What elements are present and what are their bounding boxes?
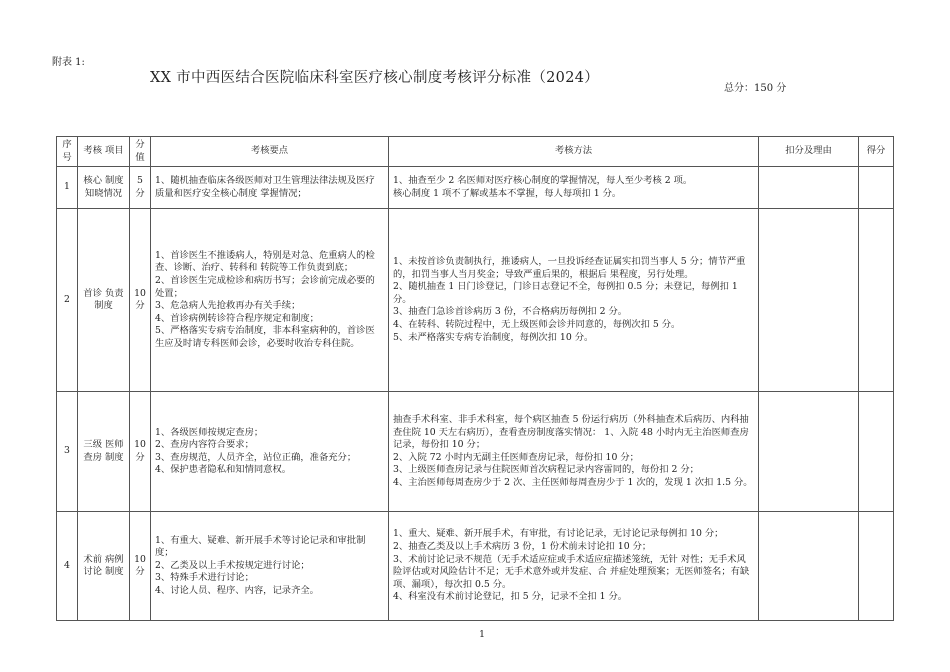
row-deduct [759,512,859,621]
row-method: 抽查手术科室、非手术科室，每个病区抽查 5 份运行病历（外科抽查术后病历、内科抽查住院 10 天左右病历），查看查房制度落实情况： 1、入院 48 小时内无主治医师查房记录，每份扣 10 分； 2、入院 72 小时内无副主任医师查房记录，每份扣 10 分； 3、上级医师查房记录与住院医师首次病程记录内容雷同的，每份扣 2 分； 4、主治医师每周查房少于 2 次、主任医师每周查房少于 1 次的，发现 1 次扣 1.5 分。 [389,392,759,512]
row-points: 1、有重大、疑难、新开展手术等讨论记录和审批制度； 2、乙类及以上手术按规定进行讨论； 3、特殊手术进行讨论； 4、讨论人员、程序、内容，记录齐全。 [151,512,389,621]
header-points: 考核要点 [151,137,389,167]
row-seq: 4 [57,512,78,621]
document-title: XX 市中西医结合医院临床科室医疗核心制度考核评分标准（2024） [150,70,600,86]
row-seq: 3 [57,392,78,512]
row-got [859,512,894,621]
total-score: 总分：150 分 [724,83,787,94]
row-item: 术前 病例 讨论 制度 [78,512,130,621]
row-got [859,167,894,209]
row-score: 10 分 [130,392,151,512]
row-got [859,392,894,512]
scoring-table [56,136,894,621]
row-seq: 2 [57,209,78,392]
table-row [57,209,894,392]
row-got [859,209,894,392]
header-score: 分值 [130,137,151,167]
row-points: 1、首诊医生不推诿病人，特别是对急、危重病人的检查、诊断、治疗、转科和 转院等工作负责到底； 2、首诊医生完成检诊和病历书写；会诊前完成必要的处置； 3、危急病人先抢救再办有关手续； 4、首诊病例转诊符合程序规定和制度； 5、严格落实专病专治制度，非本科室病种的，首诊医生应及时请专科医师会诊，必要时收治专科住院。 [151,209,389,392]
row-deduct [759,167,859,209]
attachment-label: 附表 1: [52,57,85,68]
table-row [57,167,894,209]
row-deduct [759,209,859,392]
header-deduct: 扣分及理由 [759,137,859,167]
row-score: 5 分 [130,167,151,209]
row-seq: 1 [57,167,78,209]
header-item: 考核 项目 [78,137,130,167]
header-got: 得分 [859,137,894,167]
table-header-row [57,137,894,167]
row-points: 1、随机抽查临床各级医师对卫生管理法律法规及医疗质量和医疗安全核心制度 掌握情况； [151,167,389,209]
header-method: 考核方法 [389,137,759,167]
table-row [57,512,894,621]
row-method: 1、抽查至少 2 名医师对医疗核心制度的掌握情况，每人至少考核 2 项。 核心制度 1 项不了解或基本不掌握，每人每项扣 1 分。 [389,167,759,209]
row-item: 三级 医师 查房 制度 [78,392,130,512]
row-item: 核心 制度 知晓情况 [78,167,130,209]
header-seq: 序号 [57,137,78,167]
table-row [57,392,894,512]
row-item: 首诊 负责 制度 [78,209,130,392]
row-method: 1、未按首诊负责制执行，推诿病人，一旦投诉经查证属实扣罚当事人 5 分；情节严重的，扣罚当事人当月奖金；导致严重后果的，根据后 果程度，另行处理。 2、随机抽查 1 日门诊登记，门诊日志登记不全，每例扣 0.5 分；未登记，每例扣 1 分。 3、抽查门急诊首诊病历 3 份，不合格病历每例扣 2 分。 4、在转科、转院过程中，无上级医师会诊并同意的，每例次扣 5 分。 5、未严格落实专病专治制度，每例次扣 10 分。 [389,209,759,392]
row-score: 10 分 [130,512,151,621]
page-number: 1 [479,629,486,640]
row-method: 1、重大、疑难、新开展手术，有审批，有讨论记录，无讨论记录每例扣 10 分； 2、抽查乙类及以上手术病历 3 份，1 份术前未讨论扣 10 分； 3、术前讨论记录不规范（无手术适应症或手术适应症描述笼统，无针 对性；无手术风险评估或对风险估计不足；无手术意外或并发症、合 并症处理预案；无医师签名；有缺项、漏项），每次扣 0.5 分。 4、科室没有术前讨论登记，扣 5 分，记录不全扣 1 分。 [389,512,759,621]
row-score: 10 分 [130,209,151,392]
row-deduct [759,392,859,512]
row-points: 1、各级医师按规定查房； 2、查房内容符合要求； 3、查房规范，人员齐全，站位正确，准备充分； 4、保护患者隐私和知情同意权。 [151,392,389,512]
